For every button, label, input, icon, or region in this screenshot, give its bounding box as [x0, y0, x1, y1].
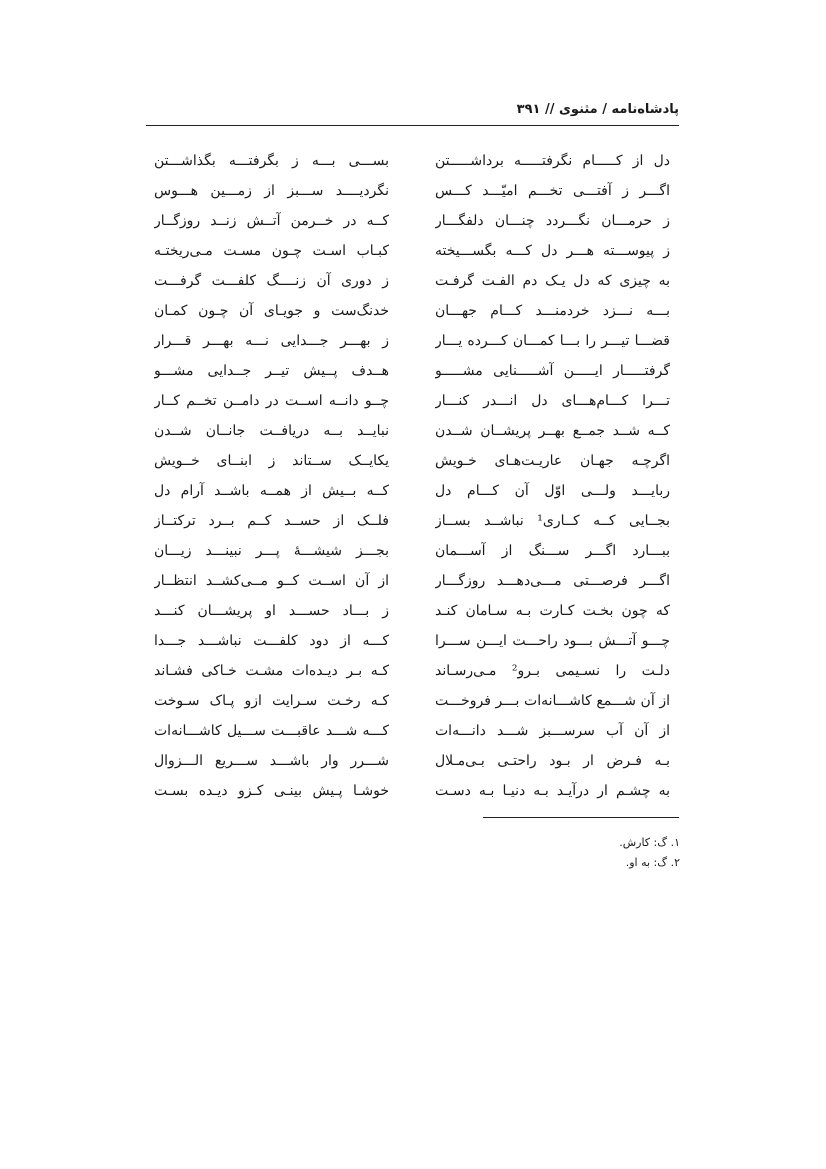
couplet	[154, 150, 670, 180]
hemistich-left: ز بـــاد حســـد او پریشـــان کنـــد	[154, 603, 389, 619]
hemistich-right: بـــه نـــزد خردمنـــد کـــام جهـــان	[435, 303, 670, 319]
hemistich-right: اگـــر ز آفتـــی تخـــم امیّـــد کـــس	[435, 183, 670, 199]
hemistich-left: خوشـا پـیش بینـی کـزو دیـده بسـت	[154, 783, 389, 799]
hemistich-left: نگردیــــد ســـبز از زمـــین هـــوس	[154, 183, 389, 199]
couplet	[154, 660, 670, 690]
hemistich-right: اگرچـه جهـان عاریـت‌هـای خـویش	[435, 453, 670, 469]
header-rule	[146, 125, 679, 126]
hemistich-right: بجــایی کــه کــاری¹ نباشــد بســاز	[435, 513, 670, 529]
hemistich-right: از آن آب سرســـبز شـــد دانـــه‌ات	[435, 723, 670, 739]
couplet	[154, 450, 670, 480]
couplet	[154, 630, 670, 660]
hemistich-right: چـــو آتـــش بـــود راحـــت ایـــن ســـرا	[435, 633, 670, 649]
hemistich-left: کـه رخـت سـرایت ازو پـاک سـوخت	[154, 693, 389, 709]
hemistich-left: کـــه از دود کلفـــت نباشـــد جـــدا	[154, 633, 389, 649]
running-title: پادشاه‌نامه / مثنوی // ۳۹۱	[516, 102, 679, 117]
couplet	[154, 600, 670, 630]
footnote-rule	[483, 817, 679, 818]
couplet	[154, 360, 670, 390]
couplet	[154, 570, 670, 600]
hemistich-right: تـــرا کـــام‌هـــای دل انـــدر کنـــار	[435, 393, 670, 409]
couplet	[154, 480, 670, 510]
couplet	[154, 750, 670, 780]
hemistich-right: دل از کـــــام نگرفتـــــه برداشـــــتن	[435, 153, 670, 169]
footnote-1: ۱. گ: کارش.	[619, 836, 680, 849]
hemistich-right: بـه فـرض ار بـود راحتـی بـی‌مـلال	[435, 753, 670, 769]
hemistich-right: کــه شــد جمــع بهــر پریشــان شــدن	[435, 423, 670, 439]
hemistich-right: گرفتـــــار ایـــــن آشـــــنایی مشـــــو	[435, 363, 670, 379]
footnotes	[380, 833, 680, 873]
couplet	[154, 300, 670, 330]
hemistich-right: به چشـم ار درآیـد بـه دنیـا بـه دسـت	[435, 783, 670, 799]
couplet	[154, 270, 670, 300]
hemistich-left: شـــرر وار باشـــد ســـریع الـــزوال	[154, 753, 389, 769]
couplet	[154, 720, 670, 750]
hemistich-left: نبایــد بــه دریافــت جانــان شــدن	[154, 423, 389, 439]
hemistich-right: ببـــارد اگـــر ســـنگ از آســـمان	[435, 543, 670, 559]
hemistich-left: بجـــز شیشـــۀ پـــر نبینـــد زیـــان	[154, 543, 389, 559]
hemistich-left: کـه بـر دیـده‌ات مشـت خـاکی فشـاند	[154, 663, 389, 679]
couplet	[154, 780, 670, 810]
hemistich-left: ز دوری آن زنــــگ کلفـــت گرفـــت	[154, 273, 389, 289]
hemistich-left: یکایــک ســتاند ز ابنــای خــویش	[154, 453, 389, 469]
hemistich-right: قضـــا تیـــر را بـــا کمـــان کـــرده یـــار	[435, 333, 670, 349]
hemistich-right: از آن شـــمع کاشـــانه‌ات بـــر فروخـــت	[435, 693, 670, 709]
footnote-2: ۲. گ: به او.	[625, 856, 680, 869]
hemistich-right: ربایـــد ولـــی اوّل آن کـــام دل	[435, 483, 670, 499]
couplet	[154, 540, 670, 570]
hemistich-left: بســـی بـــه ز بگرفتـــه بگذاشـــتن	[154, 153, 389, 169]
hemistich-right: دلـت را نسـیمی بـرو² مـی‌رسـاند	[435, 663, 670, 679]
poem	[154, 150, 670, 810]
hemistich-left: فلــک از حســد کــم بــرد ترکتــاز	[154, 513, 389, 529]
couplet	[154, 420, 670, 450]
hemistich-left: کبـاب اسـت چـون مسـت مـی‌ریختـه	[154, 243, 389, 259]
couplet	[154, 330, 670, 360]
hemistich-right: ز پیوســـته هـــر دل کـــه بگســـیخته	[435, 243, 670, 259]
couplet	[154, 690, 670, 720]
couplet	[154, 210, 670, 240]
hemistich-left: کــه بــیش از همــه باشــد آرام دل	[154, 483, 389, 499]
hemistich-left: ز بهـــر جـــدایی نـــه بهـــر قـــرار	[154, 333, 389, 349]
hemistich-right: به چیزی که دل یـک دم الفـت گرفـت	[435, 273, 670, 289]
hemistich-right: که چون بخـت کـارت بـه سـامان کنـد	[435, 603, 670, 619]
couplet	[154, 390, 670, 420]
couplet	[154, 510, 670, 540]
hemistich-left: از آن اســت کــو مــی‌کشــد انتظــار	[154, 573, 389, 589]
couplet	[154, 240, 670, 270]
running-header	[146, 102, 679, 124]
hemistich-left: خدنگ‌ست و جویـای آن چـون کمـان	[154, 303, 389, 319]
couplet	[154, 180, 670, 210]
hemistich-right: ز حرمـــان نگـــردد چنـــان دلفگـــار	[435, 213, 670, 229]
hemistich-left: هــدف پــیش تیــر جــدایی مشـــو	[154, 363, 389, 379]
hemistich-left: کــه در خــرمن آتــش زنــد روزگــار	[154, 213, 389, 229]
hemistich-left: چــو دانــه اســت در دامــن تخــم کــار	[154, 393, 389, 409]
hemistich-left: کـــه شـــد عاقبـــت ســـیل کاشـــانه‌ات	[154, 723, 389, 739]
hemistich-right: اگـــر فرصـــتی مـــی‌دهـــد روزگـــار	[435, 573, 670, 589]
